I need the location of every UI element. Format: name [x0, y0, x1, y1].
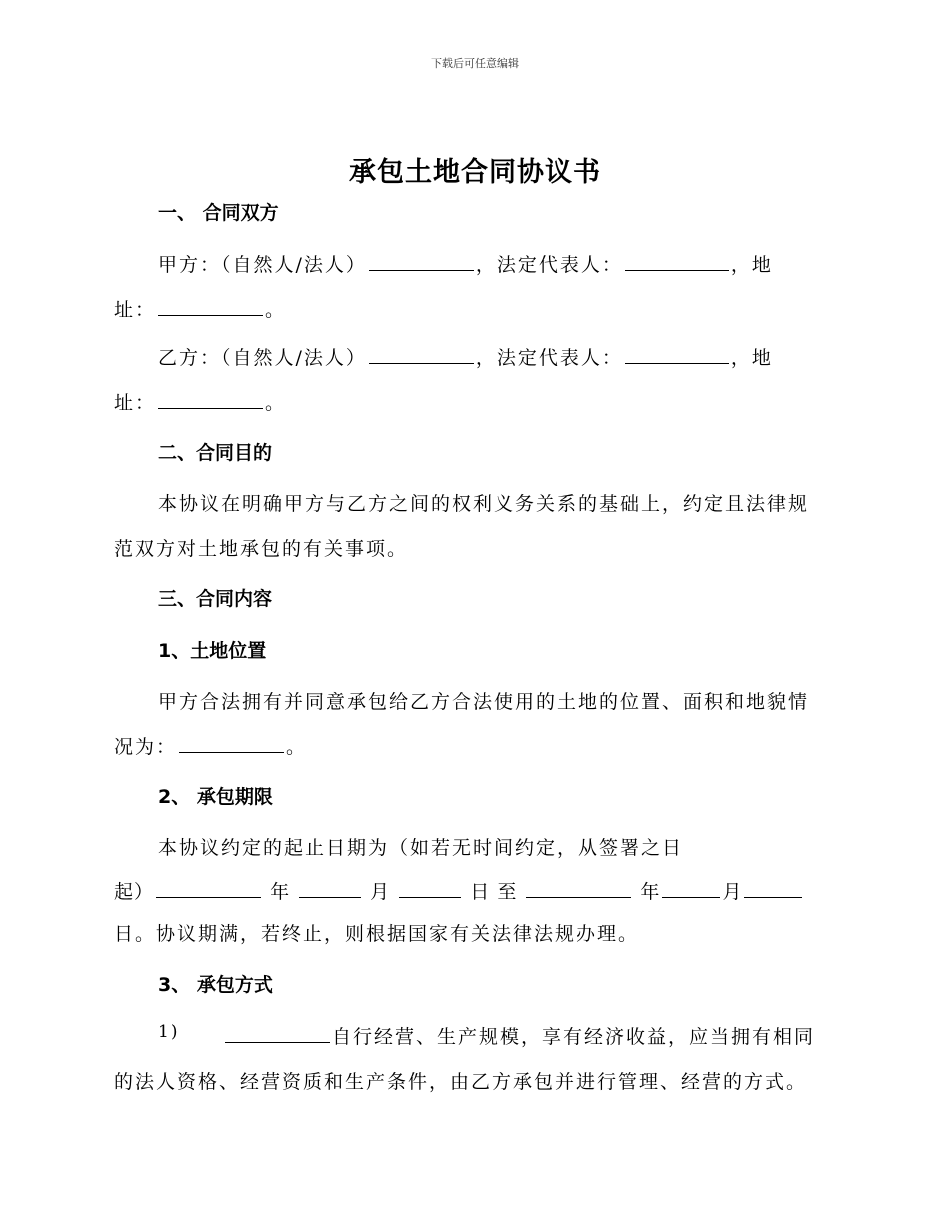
- year-label-2: 年: [640, 881, 661, 903]
- method-blank[interactable]: [225, 1024, 330, 1043]
- address-label-end: 址：: [114, 392, 157, 414]
- party-a-label: 甲方：（自然人/法人）: [158, 254, 367, 276]
- end-year-blank[interactable]: [526, 879, 631, 898]
- party-b-rep-blank[interactable]: [625, 345, 729, 364]
- period: 。: [265, 392, 287, 414]
- legal-rep-label: ，法定代表人：: [475, 347, 623, 369]
- start-year-blank[interactable]: [156, 879, 261, 898]
- day-to-label: 日 至: [470, 881, 518, 903]
- location-label: 况为：: [114, 736, 178, 758]
- party-a-address-blank[interactable]: [158, 297, 263, 316]
- subsection-heading-location: 1、土地位置: [158, 640, 267, 662]
- end-month-blank[interactable]: [662, 879, 720, 898]
- method-line-2: 的法人资格、经营资质和生产条件，由乙方承包并进行管理、经营的方式。: [114, 1071, 808, 1093]
- party-b-address-blank[interactable]: [158, 390, 263, 409]
- address-label-start: ，地: [730, 254, 773, 276]
- purpose-line-2: 范双方对土地承包的有关事项。: [114, 538, 409, 560]
- document-title: 承包土地合同协议书: [349, 157, 601, 188]
- year-label: 年: [270, 881, 291, 903]
- party-a-rep-blank[interactable]: [625, 252, 729, 271]
- section-heading-content: 三、合同内容: [158, 588, 273, 610]
- period: 。: [265, 299, 287, 321]
- address-label-start: ，地: [730, 347, 773, 369]
- party-a-name-blank[interactable]: [369, 252, 474, 271]
- subsection-heading-method: 3、 承包方式: [158, 974, 273, 996]
- party-a-line-1: [158, 250, 773, 277]
- month-label: 月: [370, 881, 391, 903]
- party-b-line-1: [158, 343, 773, 370]
- party-a-line-2: [114, 295, 286, 322]
- month-label-2: 月: [722, 881, 743, 903]
- location-blank[interactable]: [179, 734, 284, 753]
- address-label-end: 址：: [114, 299, 157, 321]
- section-heading-parties: 一、 合同双方: [158, 202, 279, 224]
- method-item-number: 1): [158, 1022, 180, 1042]
- legal-rep-label: ，法定代表人：: [475, 254, 623, 276]
- term-line-3: 日。协议期满，若终止，则根据国家有关法律法规办理。: [114, 923, 640, 945]
- period: 。: [286, 736, 308, 758]
- location-line-1: 甲方合法拥有并同意承包给乙方合法使用的土地的位置、面积和地貌情: [158, 691, 810, 713]
- start-day-blank[interactable]: [399, 879, 461, 898]
- term-line-2: [114, 877, 804, 904]
- party-b-line-2: [114, 388, 286, 415]
- end-day-blank[interactable]: [744, 879, 802, 898]
- term-line-1: 本协议约定的起止日期为（如若无时间约定，从签署之日: [158, 837, 684, 859]
- party-b-label: 乙方：（自然人/法人）: [158, 347, 367, 369]
- section-heading-purpose: 二、合同目的: [158, 442, 273, 464]
- subsection-heading-term: 2、 承包期限: [158, 786, 273, 808]
- term-start-label: 起）: [114, 881, 155, 903]
- party-b-name-blank[interactable]: [369, 345, 474, 364]
- location-line-2: [114, 732, 307, 759]
- header-note: 下载后可任意编辑: [431, 57, 519, 70]
- method-text: 自行经营、生产规模，享有经济收益，应当拥有相同: [332, 1026, 816, 1048]
- purpose-line-1: 本协议在明确甲方与乙方之间的权利义务关系的基础上，约定且法律规: [158, 493, 810, 515]
- start-month-blank[interactable]: [299, 879, 361, 898]
- method-line-1: [223, 1022, 815, 1049]
